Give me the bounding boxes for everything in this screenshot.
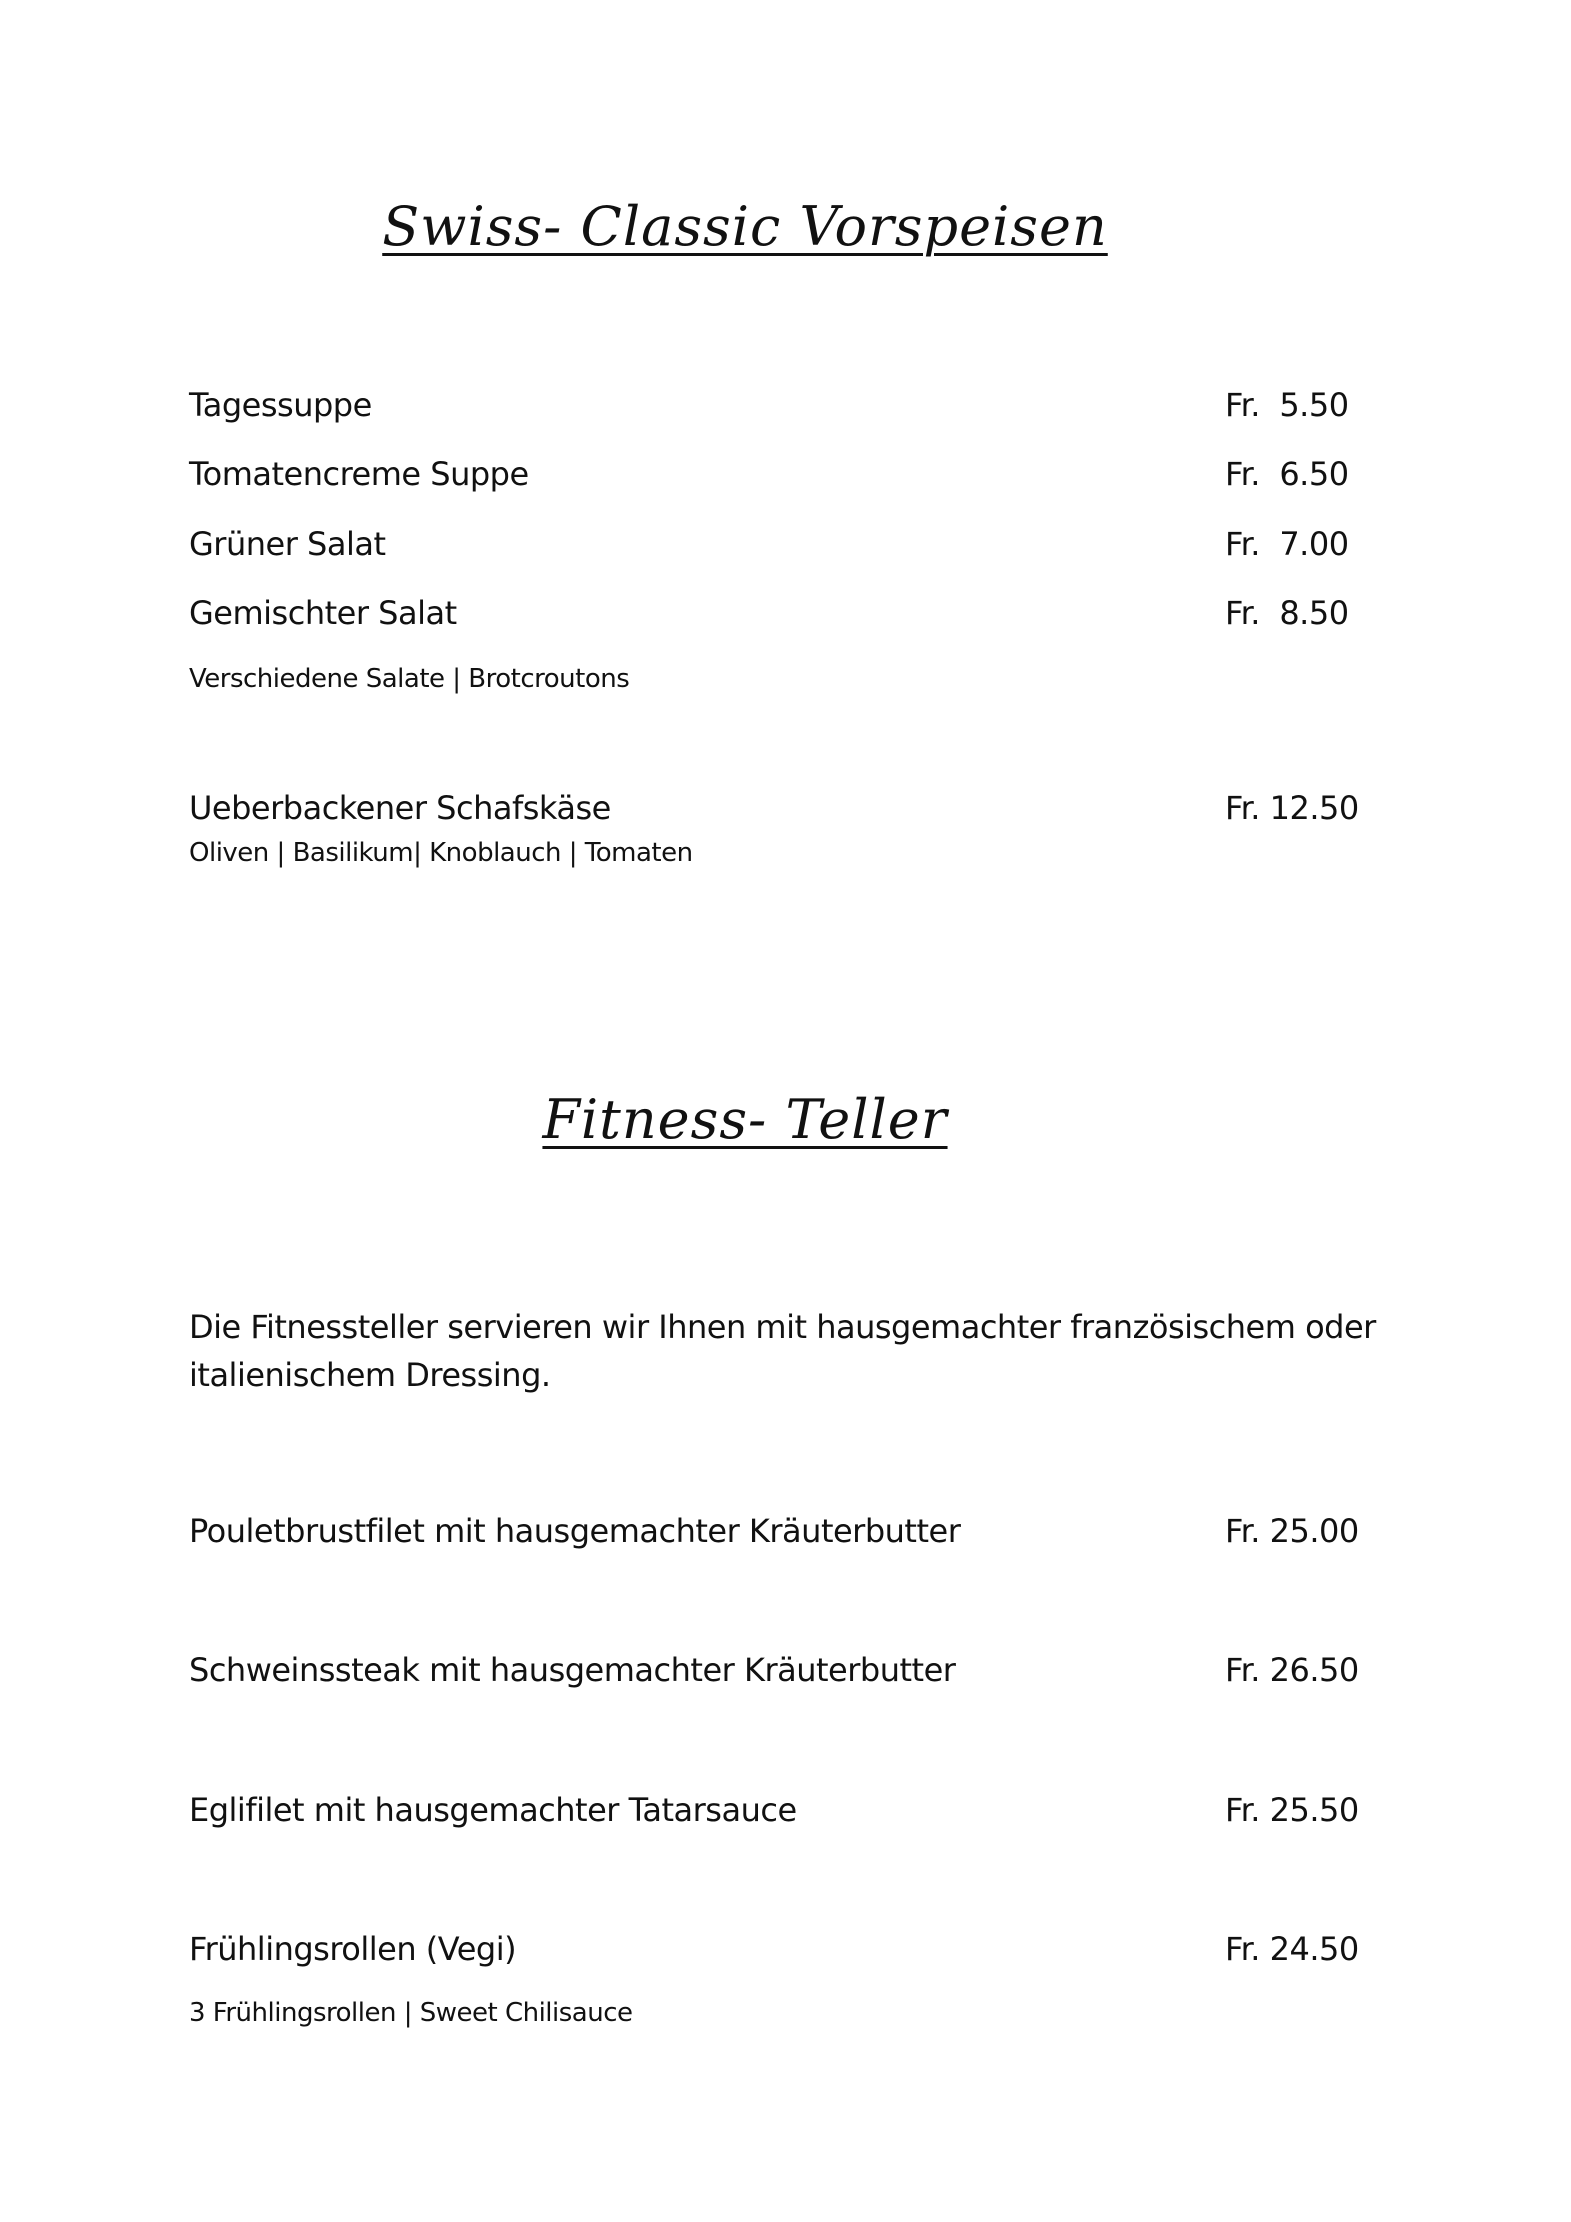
menu-item-price: Fr. 5.50 [1225, 386, 1349, 424]
menu-item-price: Fr. 8.50 [1225, 594, 1349, 632]
menu-item [189, 520, 1349, 568]
menu-item-price: Fr. 25.50 [1225, 1791, 1359, 1829]
menu-item-price: Fr. 25.00 [1225, 1512, 1359, 1550]
menu-item-name: Frühlingsrollen (Vegi) [189, 1930, 517, 1968]
menu-item-name: Ueberbackener Schafskäse [189, 789, 611, 827]
menu-item-name: Tagessuppe [189, 386, 372, 424]
section-title-vorspeisen: Swiss- Classic Vorspeisen [382, 195, 1108, 258]
menu-item-price: Fr. 24.50 [1225, 1930, 1359, 1968]
menu-item [189, 1507, 1359, 1555]
menu-item-description: Oliven | Basilikum| Knoblauch | Tomaten [189, 838, 693, 868]
menu-item-name: Eglifilet mit hausgemachter Tatarsauce [189, 1791, 797, 1829]
section-title-fitness: Fitness- Teller [542, 1088, 948, 1151]
menu-item-price: Fr. 26.50 [1225, 1651, 1359, 1689]
menu-item-price: Fr. 7.00 [1225, 525, 1349, 563]
menu-item-name: Tomatencreme Suppe [189, 455, 529, 493]
menu-item [189, 589, 1349, 637]
menu-item [189, 381, 1349, 429]
menu-item-name: Schweinssteak mit hausgemachter Kräuterbutter [189, 1651, 956, 1689]
menu-item-description: Verschiedene Salate | Brotcroutons [189, 664, 630, 694]
menu-item [189, 450, 1349, 498]
menu-item-price: Fr. 6.50 [1225, 455, 1349, 493]
menu-item [189, 1646, 1359, 1694]
menu-item-name: Pouletbrustfilet mit hausgemachter Kräuterbutter [189, 1512, 961, 1550]
section-intro: Die Fitnessteller servieren wir Ihnen mit hausgemachter französischem oder italienischem Dressing. [189, 1308, 1376, 1394]
menu-item-name: Grüner Salat [189, 525, 386, 563]
menu-item-description: 3 Frühlingsrollen | Sweet Chilisauce [189, 1998, 633, 2028]
menu-item [189, 1786, 1359, 1834]
menu-item-name: Gemischter Salat [189, 594, 457, 632]
menu-item [189, 784, 1359, 832]
menu-item-price: Fr. 12.50 [1225, 789, 1359, 827]
menu-item [189, 1925, 1359, 1973]
